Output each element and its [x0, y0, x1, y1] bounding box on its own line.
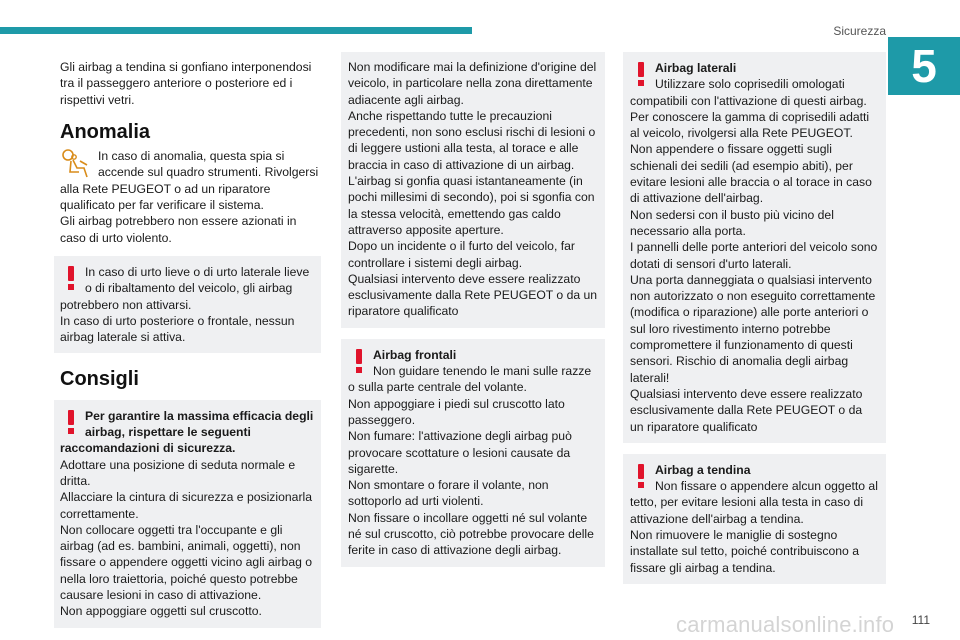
general-line: Dopo un incidente o il furto del veicolo, far controllare i sistemi degli airbag.: [348, 239, 575, 270]
warning-exclamation-icon: [630, 464, 652, 490]
warning-text-1b: In caso di urto posteriore o frontale, nessun airbag laterale si attiva.: [60, 313, 295, 345]
column-right: [623, 52, 886, 584]
warning-box-airbag-tendina: [623, 454, 886, 584]
header-accent-bar: [0, 27, 472, 34]
airbag-frontali-line: Non appoggiare i piedi sul cruscotto lato passeggero.: [348, 396, 565, 427]
column-middle: [341, 52, 605, 567]
warning-box-general: [341, 52, 605, 328]
airbag-laterali-title: Airbag laterali: [655, 61, 737, 75]
intro-paragraph: Gli airbag a tendina si gonfiano interponendosi tra il passeggero anteriore o posteriore ed i rispettivi vetri.: [60, 60, 312, 107]
general-line: Qualsiasi intervento deve essere realizzato esclusivamente dalla Rete PEUGEOT o da un riparatore qualificato: [348, 271, 598, 319]
warning-exclamation-icon: [60, 410, 82, 436]
consigli-line: Non collocare oggetti tra l'occupante e gli airbag (ad es. bambini, animali, oggetti), non fissare o appendere oggetti vicino agli airbag o nella loro traiettoria, poiché questo potrebbe causare lesioni in caso di attivazione.: [60, 522, 313, 603]
airbag-frontali-line: Non fumare: l'attivazione degli airbag può provocare scottature o lesioni causate da sigarette.: [348, 429, 572, 476]
airbag-laterali-first: Utilizzare solo coprisedili omologati compatibili con l'attivazione di questi airbag. Per conoscere la gamma di coprisedili adatti al veicolo, rivolgersi alla Rete PEUGEOT.: [630, 77, 870, 141]
warning-box-airbag-laterali: [623, 52, 886, 443]
general-line: Non modificare mai la definizione d'origine del veicolo, in particolare nella zona direttamente adiacente agli airbag.: [348, 60, 597, 107]
airbag-frontali-first: Non guidare tenendo le mani sulle razze o sulla parte centrale del volante.: [348, 364, 592, 395]
consigli-line: Adottare una posizione di seduta normale e dritta.: [60, 457, 296, 488]
airbag-warning-light-icon: [60, 148, 92, 180]
warning-box-anomalia: [54, 256, 321, 353]
warning-exclamation-icon: [60, 266, 82, 292]
chapter-number-badge: 5: [888, 37, 960, 95]
consigli-line: Non appoggiare oggetti sul cruscotto.: [60, 604, 262, 619]
heading-anomalia: Anomalia: [60, 120, 151, 143]
warning-exclamation-icon: [630, 62, 652, 88]
general-line: Anche rispettando tutte le precauzioni precedenti, non sono esclusi rischi di lesioni o di leggere ustioni alla testa, al torace e alle braccia in caso di attivazione di un airbag. L'airbag si gonfia quasi istantaneamente (in pochi millesimi di secondo), poi si sgonfia con la stessa velocità, emettendo gas caldo attraverso apposite aperture.: [348, 108, 596, 237]
anomalia-text: In caso di anomalia, questa spia si accende sul quadro strumenti. Rivolgersi alla Rete PEUGEOT o ad un riparatore qualificato per far verificare il sistema.: [60, 149, 319, 213]
watermark: carmanualsonline.info: [676, 612, 895, 637]
airbag-frontali-title: Airbag frontali: [373, 347, 457, 362]
airbag-laterali-line: Una porta danneggiata o qualsiasi intervento non autorizzato o non eseguito correttamente (modifica o riparazione) alle porte anteriori o sul loro rivestimento interno potrebbe compromettere il funzionamento di questi sensori. Rischio di anomalia degli airbag laterali!: [630, 272, 876, 385]
airbag-tendina-title: Airbag a tendina: [655, 462, 751, 477]
airbag-laterali-line: Qualsiasi intervento deve essere realizzato esclusivamente dalla Rete PEUGEOT o da un riparatore qualificato: [630, 386, 863, 434]
heading-consigli: Consigli: [60, 368, 139, 391]
airbag-frontali-line: Non fissare o incollare oggetti né sul volante né sul cruscotto, ciò potrebbe provocare delle ferite in caso di attivazione degli airbag.: [348, 510, 594, 558]
warning-box-airbag-frontali: [341, 339, 605, 567]
airbag-tendina-line: Non rimuovere le maniglie di sostegno installate sul tetto, poiché contribuiscono a fissare gli airbag a tendina.: [630, 528, 859, 575]
section-title: Sicurezza: [833, 24, 886, 38]
airbag-laterali-line: I pannelli delle porte anteriori del veicolo sono dotati di sensori d'urto laterali.: [630, 240, 878, 271]
anomalia-section: [60, 148, 325, 246]
airbag-tendina-first: Non fissare o appendere alcun oggetto al tetto, per evitare lesioni alla testa in caso di attivazione dell'airbag a tendina.: [630, 479, 878, 526]
airbag-frontali-line: Non smontare o forare il volante, non sottoporlo ad urti violenti.: [348, 478, 549, 509]
warning-box-consigli: [54, 400, 321, 628]
column-left: [60, 59, 325, 628]
warning-text-1: In caso di urto lieve o di urto laterale lieve o di ribaltamento del veicolo, gli airbag potrebbero non attivarsi.: [60, 264, 310, 312]
consigli-title-text: Per garantire la massima efficacia degli airbag, rispettare le seguenti raccomandazioni di sicurezza.: [60, 408, 314, 456]
warning-exclamation-icon: [348, 349, 370, 375]
consigli-line: Allacciare la cintura di sicurezza e posizionarla correttamente.: [60, 490, 312, 521]
airbag-laterali-line: Non appendere o fissare oggetti sugli schienali dei sedili (ad esempio abiti), per evitare lesioni alle braccia o al torace in caso di attivazione dell'airbag.: [630, 142, 872, 206]
page-number: 111: [911, 613, 930, 627]
airbag-laterali-line: Non sedersi con il busto più vicino del necessario alla porta.: [630, 207, 834, 238]
anomalia-text-2: Gli airbag potrebbero non essere azionati in caso di urto violento.: [60, 214, 297, 245]
